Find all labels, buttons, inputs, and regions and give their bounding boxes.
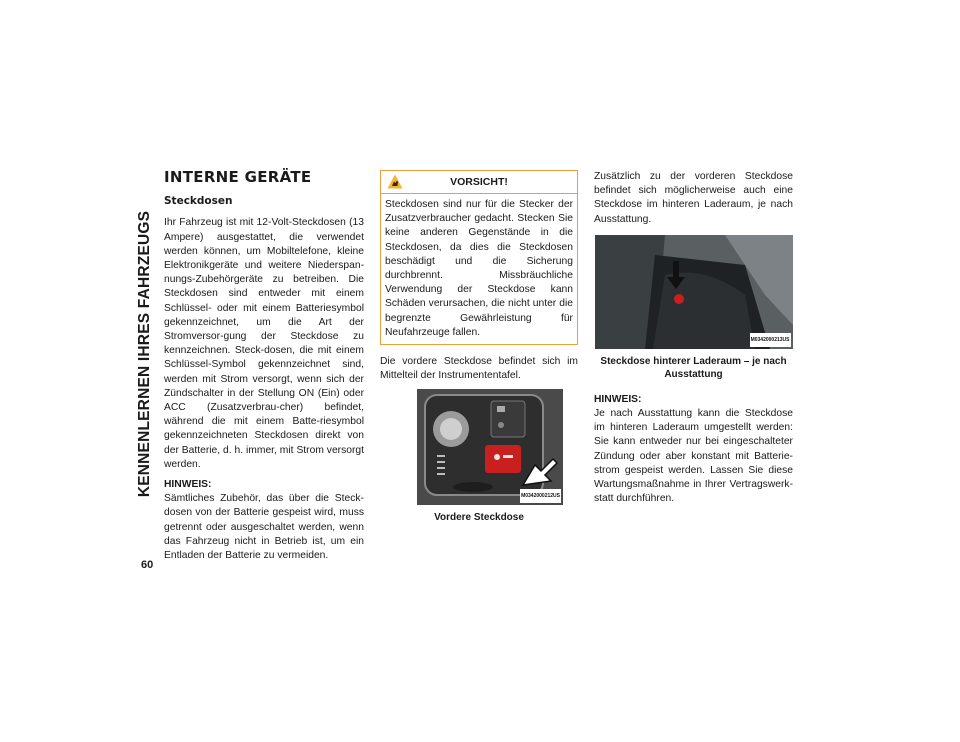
caution-header bbox=[381, 171, 577, 194]
note-text: Je nach Ausstattung kann die Steckdose im hinteren Laderaum umgestellt werden: Sie kann entweder nur bei eingeschalteter Zündung oder aber konstant mit Batterie-strom gespeist werden. Lassen Sie diese Wartungsmaßnahme in Ihrer Vertragswerk-statt durchführen. bbox=[594, 408, 793, 505]
figure-code: M0342000212US bbox=[520, 489, 561, 503]
front-socket-photo bbox=[417, 389, 563, 505]
note-text: Sämtliches Zubehör, das über die Steck-dosen von der Batterie gespeist wird, muss getrennt oder ausgeschaltet werden, wenn das Fahrzeug nicht in Betrieb ist, um ein Entladen der Batterie zu vermeiden. bbox=[164, 493, 364, 562]
caution-text: Steckdosen sind nur für die Stecker der Zusatzverbraucher gedacht. Stecken Sie keine anderen Gegenstände in die Steckdosen, da dies die Steckdosen beschädigt und die Sicherung durchbrennt. Missbräuchliche Verwendung der Steckdose kann Schäden verursachen, die nicht unter die begrenzte Gewährleistung für Neufahrzeuge fallen. bbox=[385, 199, 573, 338]
column-right bbox=[594, 170, 793, 512]
section-title: INTERNE GERÄTE bbox=[164, 168, 312, 186]
rear-note-paragraph bbox=[594, 393, 793, 507]
warning-hand-icon bbox=[387, 174, 403, 189]
console-illustration bbox=[417, 389, 563, 505]
note-label: HINWEIS: bbox=[164, 479, 212, 491]
chapter-title: KENNENLERNEN IHRES FAHRZEUGS bbox=[136, 210, 153, 498]
figure-code: M0342000213US bbox=[750, 333, 791, 347]
rear-socket-photo bbox=[595, 235, 793, 349]
note-label: HINWEIS: bbox=[594, 393, 642, 405]
caution-box bbox=[380, 170, 578, 345]
page-number: 60 bbox=[141, 559, 154, 571]
note-paragraph bbox=[164, 478, 364, 563]
figure-caption-front: Vordere Steckdose bbox=[434, 512, 524, 524]
front-socket-paragraph: Die vordere Steckdose befindet sich im Mittelteil der Instrumententafel. bbox=[380, 356, 578, 382]
column-left bbox=[164, 170, 364, 569]
caution-title: VORSICHT! bbox=[450, 176, 508, 188]
rear-socket-paragraph: Zusätzlich zu der vorderen Steckdose befindet sich möglicherweise auch eine Steckdose im hinteren Laderaum, je nach Ausstattung. bbox=[594, 171, 793, 225]
section-subtitle: Steckdosen bbox=[164, 195, 233, 208]
intro-paragraph: Ihr Fahrzeug ist mit 12-Volt-Steckdosen (13 Ampere) ausgestattet, die verwendet werden können, um Mobiltelefone, kleine Elektronikgeräte und weitere Niederspan-nungs-Zubehörgeräte zu betreiben. Die Steckdosen sind entweder mit einem Schlüssel- oder mit einem Batteriesymbol gekennzeichnet, um die Art der Stromversor-gung der Steckdose zu kennzeichnen. Steck-dosen, die mit einem Schlüssel-Symbol gekennzeichnet sind, werden mit Strom versorgt, wenn sich der Zündschalter in der Stellung ON (Ein) oder ACC (Zusatzverbrau-cher) befindet, während die mit einem Batte-riesymbol gekennzeichneten Steckdosen direkt von der Batterie, d. h. immer, mit Strom versorgt werden. bbox=[164, 217, 364, 470]
figure-caption-rear: Steckdose hinterer Laderaum – je nach Ausstattung bbox=[600, 355, 787, 380]
column-middle bbox=[380, 170, 578, 536]
